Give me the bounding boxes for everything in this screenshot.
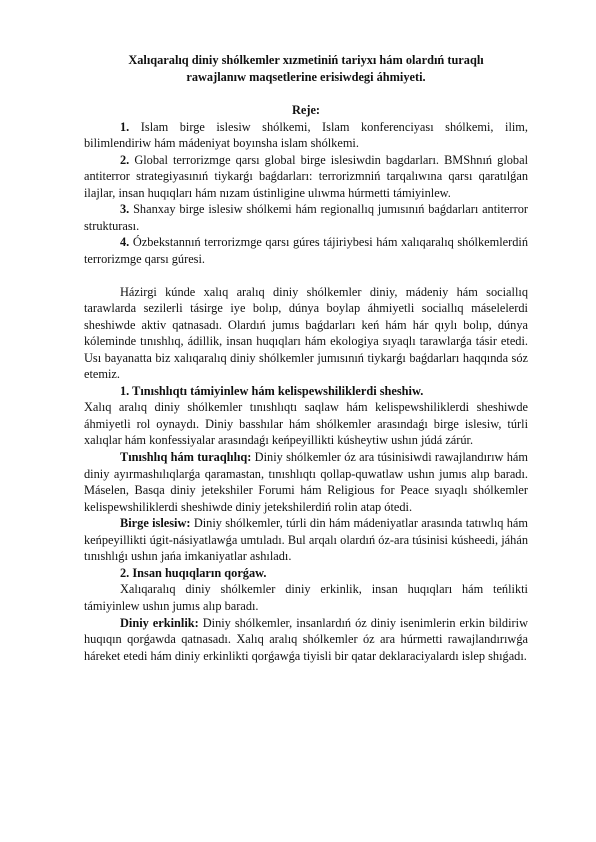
document-title xyxy=(84,52,528,85)
subparagraph-label: Tınıshlıq hám turaqlılıq: xyxy=(120,450,252,465)
section-2-heading xyxy=(84,565,528,582)
subparagraph-label: Birge islesiw: xyxy=(120,516,191,531)
plan-item-number: 4. xyxy=(120,235,130,250)
section-2-paragraph: Xalıqaralıq diniy shólkemler diniy erkinlik, insan huqıqları hám teńlikti támiyinlew ushın jumıs alıp baradı. xyxy=(84,582,528,613)
plan-item-text: Global terrorizmge qarsı global birge islesiwdin bagdarları. BMShnıń global antiterror strategiyasınıń tiykarǵı baǵdarları: terrorizmniń tarqalıwına qarsı qaratılǵan ilajlar, insan huqıqları hám nızam ústinligine ulıwma húrmetti támiyinlew. xyxy=(84,152,528,200)
subparagraph-text: Diniy shólkemler óz ara túsinisiwdi rawajlandırıw hám diniy ayırmashılıqlarǵa qaramastan, tınıshlıqtı qollap-quwatlaw ushın jumıs alıp baradı. Máselen, Basqa diniy jetekshiler Forumi hám Religious for Peace sıyaqlı shólkemler kelispewshiliklerdi sheshiwde diniy jetekshilerdiń rolin atap ótedi. xyxy=(84,450,528,514)
section-2-heading-text: 2. Insan huqıqların qorǵaw. xyxy=(120,565,267,580)
subparagraph-text: Diniy shólkemler, túrli din hám mádeniyatlar arasında tatıwlıq hám keńpeyillikti úgit-násiyatlawǵa umtıladı. Bul arqalı olardıń óz-ara túsinisi kúsheedi, jáhán tınıshlıǵı ushın jańa imkaniyatlar ashıladı. xyxy=(84,516,528,564)
plan-heading: Reje: xyxy=(291,103,321,118)
title-line-1: Xalıqaralıq diniy shólkemler xızmetiniń tariyxı hám olardıń turaqlı xyxy=(128,53,484,67)
intro-paragraph: Házirgi kúnde xalıq aralıq diniy shólkemler diniy, mádeniy hám sociallıq tarawlarda sezilerli tásirge iye bolıp, dúnya boylap áhmiyetli sociallıq máselelerdi sheshiwde aktiv qatnasadı. Olardıń jumıs baǵdarları keń hám hár qıylı bolıp, dúnya kóleminde tınıshlıq, ádillik, insan huqıqları hám ekologiya sıyaqlı tarawlarǵa tásir etedi. Usı bayanatta biz xalıqaralıq diniy shólkemler jumısınıń tiykarǵı baǵdarları haqqında sóz etemiz. xyxy=(84,284,528,382)
section-1-subparagraph-2 xyxy=(84,515,528,565)
plan-item xyxy=(84,234,528,267)
section-1-heading-text: 1. Tınıshlıqtı támiyinlew hám kelispewshiliklerdi sheshiw. xyxy=(120,383,424,398)
section-1-subparagraph-1 xyxy=(84,449,528,515)
plan-item-number: 3. xyxy=(120,202,130,217)
section-2-subparagraph-1 xyxy=(84,615,528,665)
plan-item xyxy=(84,152,528,202)
plan-item xyxy=(84,119,528,152)
subparagraph-label: Diniy erkinlik: xyxy=(120,615,199,630)
paragraph-gap xyxy=(84,268,528,284)
plan-item-number: 1. xyxy=(120,119,130,134)
subparagraph-text: Diniy shólkemler, insanlardıń óz diniy isenimlerin erkin bildiriw huqıqın qorǵawda qatnasadı. Xalıq aralıq shólkemler óz ara húrmetti rawajlandırıwǵa háreket etedi hám diniy erkinlikti qorǵawǵa tiyisli bir qatar deklaraciyalardı islep shıǵadı. xyxy=(84,615,528,663)
plan-item xyxy=(84,201,528,234)
section-1-heading xyxy=(84,383,528,400)
plan-item-number: 2. xyxy=(120,152,130,167)
section-1-paragraph: Xalıq aralıq diniy shólkemler tınıshlıqtı saqlaw hám kelispewshiliklerdi sheshiwde áhmiyetli rol oynaydı. Diniy basshılar hám shólkemler arasındaǵı birge islesiw, túrli xalıqlar hám konfessiyalar arasındaǵı keńpeyillikti kúsheytiw ushın júdá zárúr. xyxy=(84,400,528,448)
plan-item-text: Shanxay birge islesiw shólkemi hám regionallıq jumısınıń baǵdarları antiterror strukturası. xyxy=(84,202,528,233)
title-line-2: rawajlanıw maqsetlerine erisiwdegi áhmiyeti. xyxy=(186,69,426,84)
plan-item-text: Ózbekstannıń terrorizmge qarsı gúres tájiriybesi hám xalıqaralıq shólkemlerdiń terrorizmge qarsı gúresi. xyxy=(84,235,528,267)
plan-item-text: Islam birge islesiw shólkemi, Islam konferenciyası shólkemi, ilim, bilimlendiriw hám mádeniyat boyınsha islam shólkemi. xyxy=(84,119,528,151)
document-page xyxy=(84,52,528,664)
